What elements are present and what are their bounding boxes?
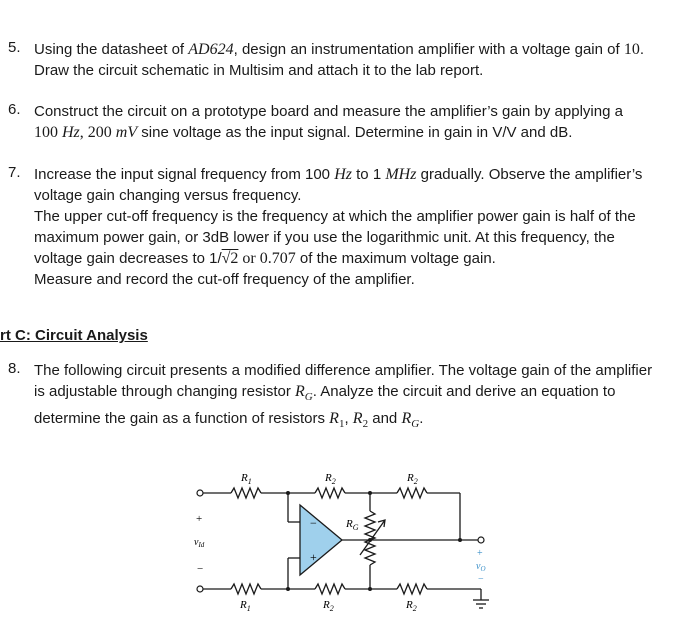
vo-label: $v_O$: [476, 561, 486, 573]
r2-top-label: $R_2$: [325, 472, 336, 486]
r1-bottom-label: $R_1$: [240, 599, 251, 613]
question-8-number: 8.: [8, 360, 21, 377]
vid-label: $v_{Id}$: [194, 537, 205, 549]
vin-minus-label: −: [197, 563, 204, 575]
vin-plus-label: +: [196, 513, 203, 525]
vo-minus-label: −: [478, 574, 484, 585]
vo-plus-label: +: [477, 548, 483, 559]
question-8-text: The following circuit presents a modified difference amplifier. The voltage gain of the amplifier is adjustable through changing resistor $R_G$. Analyze the circuit and derive an equation to determine the gain as a function of resistors $R_1$, $R_2$ and $R_G$.: [34, 362, 653, 430]
question-6-number: 6.: [8, 101, 21, 118]
opamp-minus-label: −: [310, 516, 317, 530]
r1-top-label: $R_1$: [241, 472, 252, 486]
question-5-number: 5.: [8, 39, 21, 56]
opamp-plus-label: +: [310, 550, 317, 564]
question-6-text: Construct the circuit on a prototype board and measure the amplifier’s gain by applying a 100 Hz, 200 mV sine voltage as the input signal. Determine in gain in V/V and dB.: [34, 103, 623, 141]
question-5-text: Using the datasheet of AD624, design an instrumentation amplifier with a voltage gain of 10. Draw the circuit schematic in Multisim and attach it to the lab report.: [34, 41, 645, 79]
r2-bottom-label: $R_2$: [323, 599, 334, 613]
op-amp: [300, 505, 342, 575]
r2-right-top-label: $R_2$: [407, 472, 418, 486]
circuit-wires: [203, 488, 489, 608]
part-c-heading: rt C: Circuit Analysis: [0, 327, 148, 344]
r2-right-bottom-label: $R_2$: [406, 599, 417, 613]
question-7-number: 7.: [8, 164, 21, 181]
question-7-text: Increase the input signal frequency from 100 Hz to 1 MHz gradually. Observe the amplifier’s voltage gain changing versus frequency. The upper cut-off frequency is the frequency at which the amplifier power gain is half of the maximum power gain, or 3dB lower if you use the logarithmic unit. At this frequency, the voltage gain decreases to 1/√2 or 0.707 of the maximum voltage gain. Measure and record the cut-off frequency of the amplifier.: [34, 166, 643, 288]
rg-label: $R_G$: [346, 518, 359, 532]
